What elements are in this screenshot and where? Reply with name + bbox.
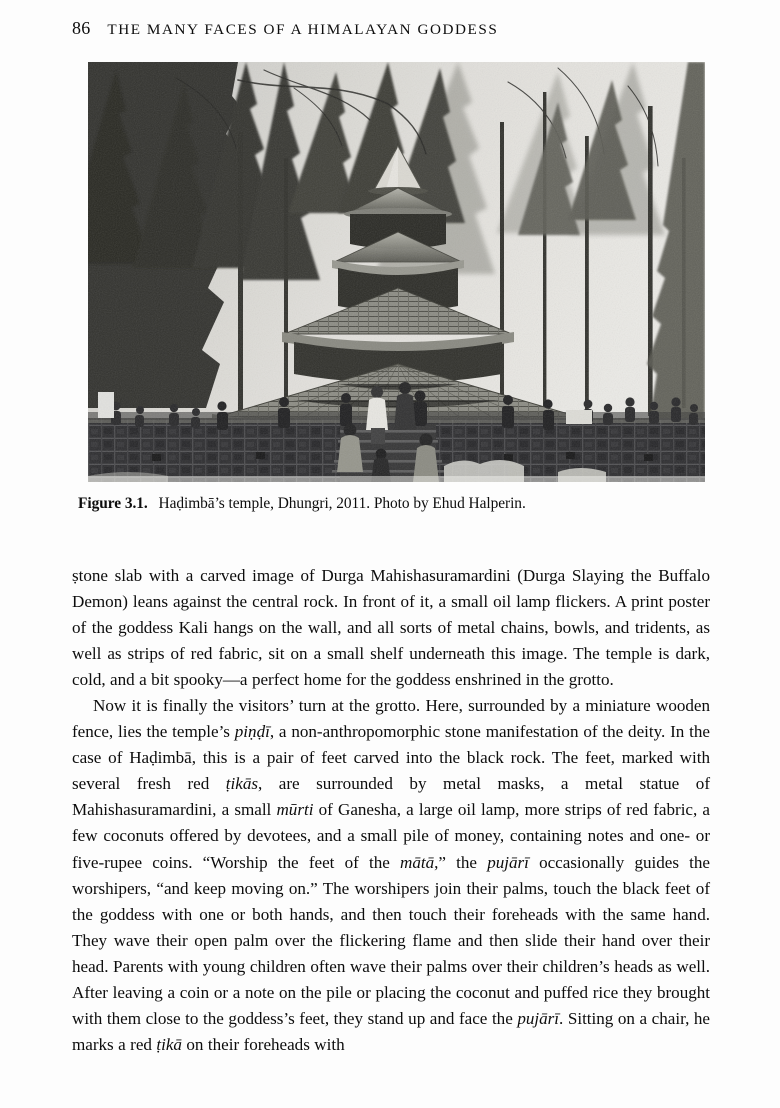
temple-photograph <box>88 62 705 482</box>
running-title: THE MANY FACES OF A HIMALAYAN GODDESS <box>107 21 499 38</box>
running-head <box>72 18 712 40</box>
page-number: 86 <box>72 18 91 38</box>
figure-caption-label: Figure 3.1. <box>78 495 148 512</box>
paragraph-1: ṣtone slab with a carved image of Durga Mahishasuramardini (Durga Slaying the Buffalo Demon) leans against the central rock. In front of it, a small oil lamp flickers. A print poster of the goddess Kali hangs on the wall, and all sorts of metal chains, bowls, and tridents, as well as strips of red fabric, sit on a small shelf underneath this image. The temple is dark, cold, and a bit spooky—a perfect home for the goddess enshrined in the grotto. <box>72 566 710 690</box>
body-text <box>72 563 710 1058</box>
photograph-graphic <box>88 62 705 482</box>
figure-caption <box>78 494 706 514</box>
figure-caption-text: Haḍimbā’s temple, Dhungri, 2011. Photo by Ehud Halperin. <box>158 495 526 512</box>
paragraph-2: Now it is finally the visitors’ turn at the grotto. Here, surrounded by a miniature wooden fence, lies the temple’s piṇḍī, a non-anthropomorphic stone manifestation of the deity. In the case of Haḍimbā, this is a pair of feet carved into the black rock. The feet, marked with several fresh red ṭikās, are surrounded by metal masks, a metal statue of Mahishasuramardini, a small mūrti of Ganesha, a large oil lamp, more strips of red fabric, a few coconuts offered by devotees, and a small pile of money, containing notes and one- or five-rupee coins. “Worship the feet of the mātā,” the pujārī occasionally guides the worshipers, “and keep moving on.” The worshipers join their palms, touch the black feet of the goddess with one or both hands, and then touch their foreheads with the same hand. They wave their open palm over the flickering flame and then slide their hand over their head. Parents with young children often wave their palms over their children’s heads as well. After leaving a coin or a note on the pile or placing the coconut and puffed rice they brought with them close to the goddess’s feet, they stand up and face the pujārī. Sitting on a chair, he marks a red ṭikā on their foreheads with <box>72 696 711 1054</box>
